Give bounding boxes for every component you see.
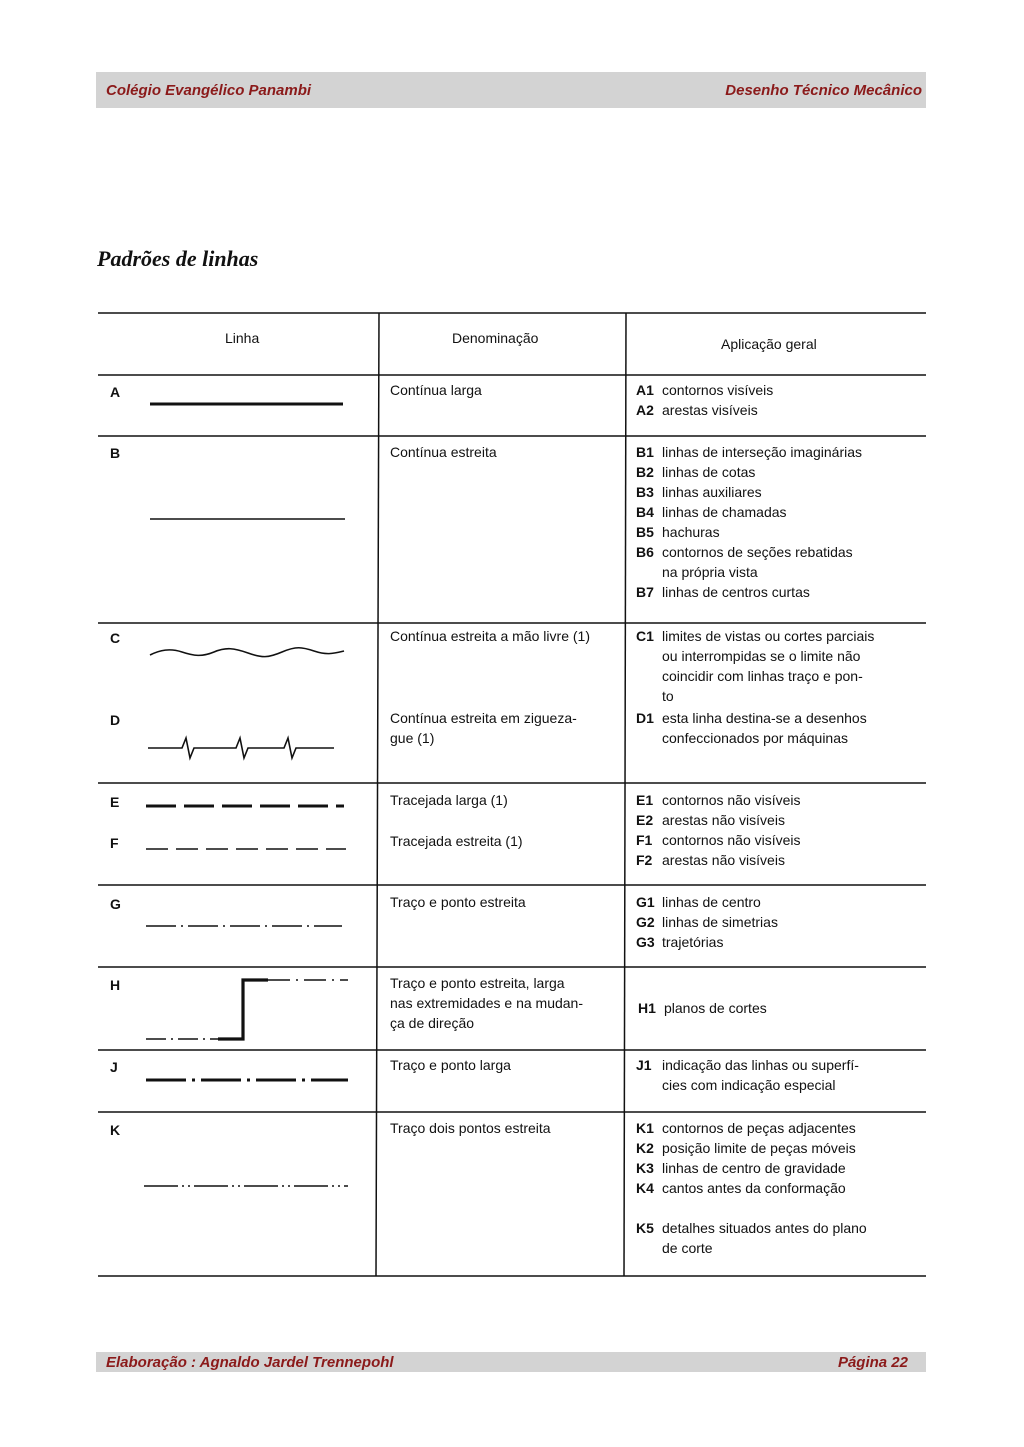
application-item: B7 linhas de centros curtas xyxy=(636,584,810,600)
application-item: B5 hachuras xyxy=(636,524,720,540)
page-footer xyxy=(96,1352,926,1372)
denomination-j: Traço e ponto larga xyxy=(390,1057,511,1073)
application-item: B1 linhas de interseção imaginárias xyxy=(636,444,862,460)
applications-c xyxy=(636,626,874,706)
denomination-a: Contínua larga xyxy=(390,382,482,398)
row-code-f: F xyxy=(110,835,119,851)
application-item: K4 cantos antes da conformação xyxy=(636,1180,846,1196)
applications-a xyxy=(636,380,773,420)
denomination-d: Contínua estreita em zigueza- gue (1) xyxy=(390,710,577,746)
applications-k xyxy=(636,1118,867,1258)
application-item: B2 linhas de cotas xyxy=(636,464,756,480)
application-item: D1 esta linha destina-se a desenhos confeccionados por máquinas xyxy=(636,710,867,746)
application-item: K3 linhas de centro de gravidade xyxy=(636,1160,846,1176)
denomination-h: Traço e ponto estreita, larga nas extremidades e na mudan- ça de direção xyxy=(390,975,583,1031)
row-code-g: G xyxy=(110,896,121,912)
application-item: B3 linhas auxiliares xyxy=(636,484,762,500)
line-sample-freehand xyxy=(150,648,344,657)
application-item: K1 contornos de peças adjacentes xyxy=(636,1120,856,1136)
applications-j xyxy=(636,1055,859,1095)
row-code-e: E xyxy=(110,794,120,810)
application-item: C1 limites de vistas ou cortes parciais ou interrompidas se o limite não coincidir com linhas traço e pon- to xyxy=(636,628,875,704)
denomination-e: Tracejada larga (1) xyxy=(390,792,508,808)
row-code-h: H xyxy=(110,977,121,993)
applications-h xyxy=(638,998,767,1018)
application-item: E1 contornos não visíveis xyxy=(636,792,801,808)
application-item: E2 arestas não visíveis xyxy=(636,812,785,828)
col-header-aplicacao: Aplicação geral xyxy=(721,336,817,352)
application-item: K5 detalhes situados antes do plano de corte xyxy=(636,1220,867,1256)
applications-g xyxy=(636,892,778,952)
application-item: F2 arestas não visíveis xyxy=(636,852,785,868)
line-standards-table xyxy=(98,312,926,1277)
row-code-b: B xyxy=(110,445,121,461)
row-code-c: C xyxy=(110,630,121,646)
application-item: F1 contornos não visíveis xyxy=(636,832,801,848)
applications-b xyxy=(636,442,862,602)
denomination-g: Traço e ponto estreita xyxy=(390,894,526,910)
application-item: G3 trajetórias xyxy=(636,934,724,950)
course-name: Desenho Técnico Mecânico xyxy=(725,81,922,99)
line-sample-cutting-plane xyxy=(146,980,348,1039)
denomination-f: Tracejada estreita (1) xyxy=(390,833,523,849)
row-code-a: A xyxy=(110,384,121,400)
col-header-linha: Linha xyxy=(225,330,260,346)
col-header-denominacao: Denominação xyxy=(452,330,539,346)
denomination-k: Traço dois pontos estreita xyxy=(390,1120,551,1136)
denomination-b: Contínua estreita xyxy=(390,444,497,460)
page-header xyxy=(96,72,926,108)
applications-d xyxy=(636,708,867,748)
row-code-j: J xyxy=(110,1059,118,1075)
application-item: J1 indicação das linhas ou superfí- cies com indicação especial xyxy=(636,1057,859,1093)
page-title: Padrões de linhas xyxy=(97,246,259,271)
author-credit: Elaboração : Agnaldo Jardel Trennepohl xyxy=(106,1353,394,1371)
application-item: A2 arestas visíveis xyxy=(636,402,758,418)
application-item: A1 contornos visíveis xyxy=(636,382,774,398)
application-item: H1 planos de cortes xyxy=(638,1000,767,1016)
application-item: G1 linhas de centro xyxy=(636,894,761,910)
row-code-k: K xyxy=(110,1122,121,1138)
denomination-c: Contínua estreita a mão livre (1) xyxy=(390,628,590,644)
application-item: G2 linhas de simetrias xyxy=(636,914,778,930)
application-item: K2 posição limite de peças móveis xyxy=(636,1140,856,1156)
school-name: Colégio Evangélico Panambi xyxy=(106,81,312,99)
application-item: B4 linhas de chamadas xyxy=(636,504,787,520)
application-item: B6 contornos de seções rebatidas na própria vista xyxy=(636,544,853,580)
row-code-d: D xyxy=(110,712,121,728)
applications-e-f xyxy=(636,790,801,870)
page-number: Página 22 xyxy=(837,1353,908,1371)
line-sample-zigzag xyxy=(148,738,334,758)
